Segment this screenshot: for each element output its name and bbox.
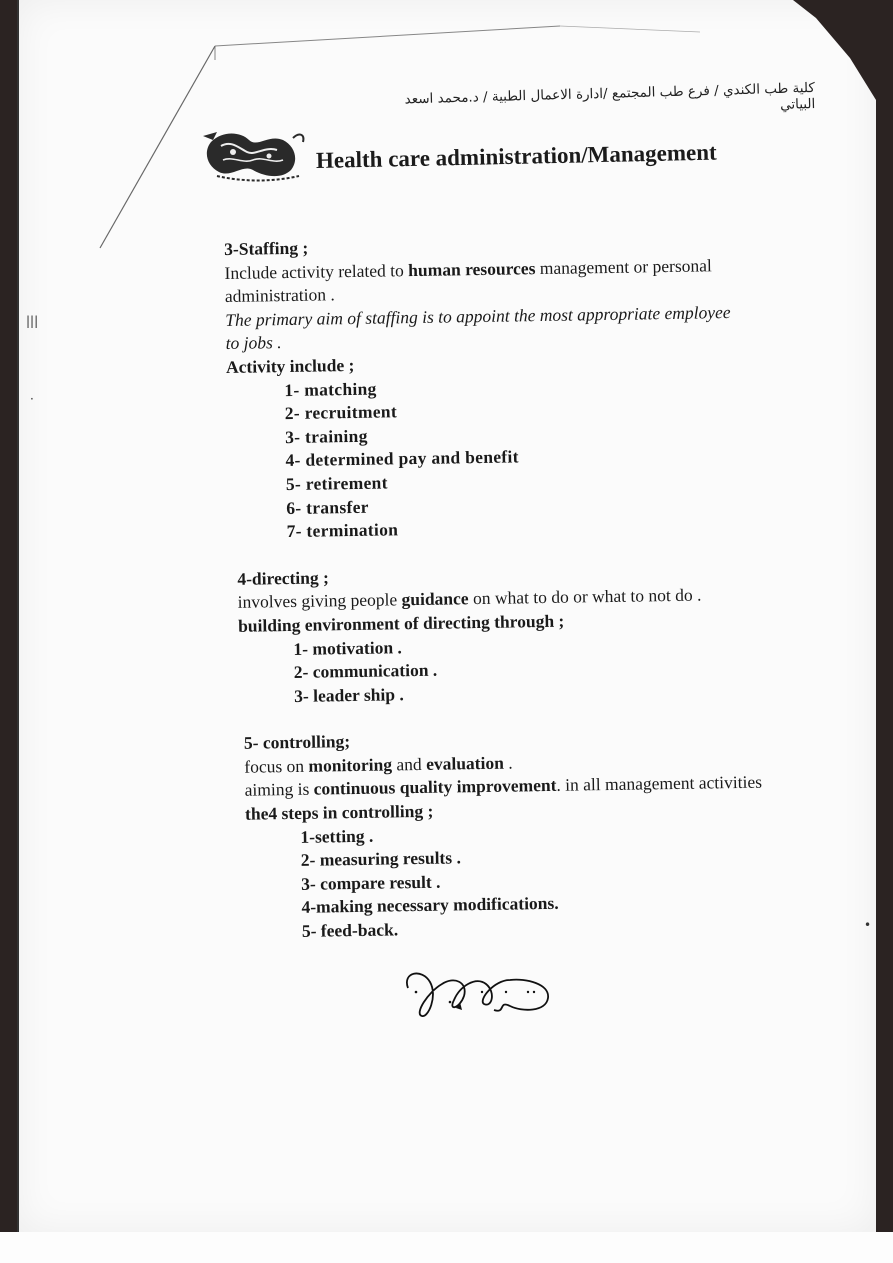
bold-term: continuous quality improvement <box>313 775 557 800</box>
staffing-aim-line-2: to jobs . <box>225 332 282 354</box>
college-emblem-icon <box>203 126 308 184</box>
bold-term: human resources <box>408 257 536 280</box>
text-span: and <box>391 753 427 775</box>
controlling-heading: 5- controlling; <box>243 731 351 754</box>
list-item: 1- motivation . <box>293 636 403 659</box>
list-item: 3- training <box>284 425 368 447</box>
list-item: 2- communication . <box>293 659 438 683</box>
staffing-section <box>224 229 829 545</box>
arabic-header: كلية طب الكندي / فرع طب المجتمع /ادارة الاعمال الطبية / د.محمد اسعد البياتي <box>404 80 816 113</box>
staffing-line-2: administration . <box>224 284 335 307</box>
list-item: 2- recruitment <box>284 401 398 424</box>
activity-heading: Activity include ; <box>225 354 355 377</box>
list-item: 5- retirement <box>285 472 388 494</box>
list-item: 3- leader ship . <box>294 683 404 706</box>
list-item: 1- matching <box>284 378 377 400</box>
list-item: 4- determined pay and benefit <box>285 446 519 471</box>
list-item: 2- measuring results . <box>300 847 462 871</box>
text-span: . in all management activities <box>556 772 763 796</box>
list-item: 1-setting . <box>300 825 374 847</box>
text-span: focus on <box>244 755 309 777</box>
staffing-aim-line-1: The primary aim of staffing is to appoint the most appropriate employee <box>225 301 731 330</box>
controlling-line-3: the4 steps in controlling ; <box>244 800 434 824</box>
controlling-section <box>244 723 835 945</box>
text-span: Include activity related to <box>224 259 409 283</box>
bold-term: guidance <box>401 588 469 610</box>
staffing-heading: 3-Staffing ; <box>224 237 309 259</box>
directing-heading: 4-directing ; <box>237 567 330 589</box>
margin-mark: ||| <box>26 314 39 328</box>
list-item: 7- termination <box>286 519 399 542</box>
directing-line-2: building environment of directing through ; <box>237 610 565 636</box>
margin-dot: • <box>864 918 872 932</box>
text-span: . <box>503 752 513 773</box>
list-item: 4-making necessary modifications. <box>301 893 559 918</box>
list-item: 5- feed-back. <box>301 919 399 941</box>
margin-dot: · <box>30 392 34 406</box>
text-span: management or personal <box>535 254 712 278</box>
list-item: 3- compare result . <box>300 871 441 894</box>
page-title: Health care administration/Management <box>315 139 717 173</box>
bold-term: monitoring <box>308 754 393 776</box>
text-span: aiming is <box>244 779 314 801</box>
directing-section <box>237 558 831 709</box>
bold-term: evaluation <box>425 752 505 774</box>
text-span: on what to do or what to not do . <box>468 584 702 609</box>
signature-mark <box>398 962 558 1024</box>
text-span: involves giving people <box>237 589 402 613</box>
list-item: 6- transfer <box>286 496 369 518</box>
document-body <box>224 229 835 945</box>
